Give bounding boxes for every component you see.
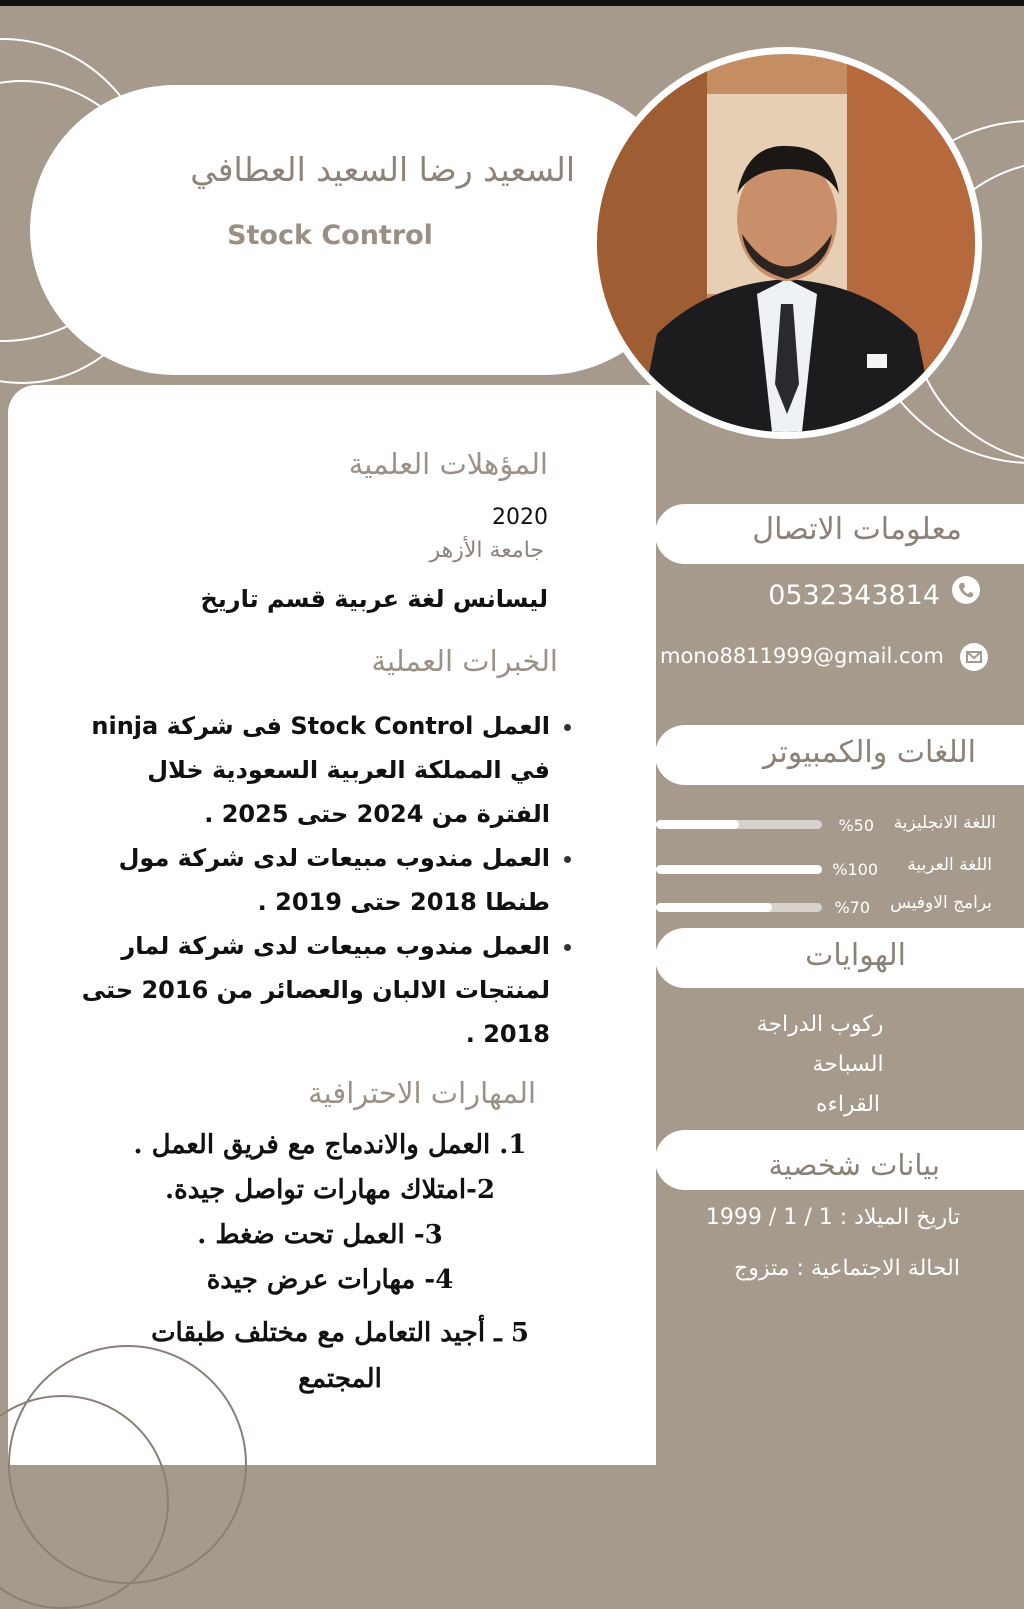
phone-icon [952, 576, 980, 604]
language-bar [656, 820, 822, 829]
language-bar-fill [656, 820, 739, 829]
skill-item: 1. العمل والاندماج مع فريق العمل . [133, 1130, 527, 1160]
hobby-item: السباحة [812, 1052, 884, 1077]
skills-title: المهارات الاحترافية [308, 1076, 536, 1110]
contact-title: معلومات الاتصال [752, 512, 962, 547]
skill-item: 4- مهارات عرض جيدة [206, 1265, 454, 1295]
profile-photo [597, 54, 975, 432]
education-year: 2020 [492, 505, 548, 530]
language-value: %100 [832, 860, 878, 879]
birth-date: تاريخ الميلاد : 1 / 1 / 1999 [705, 1205, 960, 1230]
skill-item: 2-امتلاك مهارات تواصل جيدة. [165, 1175, 495, 1205]
full-name: السعيد رضا السعيد العطافي [190, 150, 575, 189]
skill-item: 5 ـ أجيد التعامل مع مختلف طبقات المجتمع [151, 1318, 529, 1394]
education-degree: ليسانس لغة عربية قسم تاريخ [200, 585, 548, 613]
experience-item: • العمل مندوب مبيعات لدى شركة مول طنطا 2018 حتى 2019 . [80, 836, 550, 924]
skill-item: 3- العمل تحت ضغط . [197, 1220, 443, 1250]
language-bar-fill [656, 865, 822, 874]
language-value: %50 [838, 816, 874, 835]
language-value: %70 [834, 898, 870, 917]
job-title: Stock Control [227, 220, 433, 251]
education-title: المؤهلات العلمية [348, 447, 548, 481]
top-border [0, 0, 1024, 6]
hobbies-title: الهوايات [805, 938, 906, 973]
hobby-item: ركوب الدراجة [756, 1012, 884, 1037]
experience-list [80, 704, 570, 1056]
language-bar-fill [656, 903, 772, 912]
hobby-item: القراءه [815, 1092, 881, 1117]
marital-status: الحالة الاجتماعية : متزوج [734, 1256, 960, 1281]
personal-title: بيانات شخصية [768, 1148, 940, 1182]
language-bar [656, 903, 822, 912]
language-label: اللغة العربية [907, 855, 992, 875]
phone-number[interactable]: 0532343814 [768, 580, 940, 611]
language-label: برامج الاوفيس [890, 893, 992, 913]
experience-title: الخبرات العملية [371, 644, 558, 678]
email-icon [960, 643, 988, 671]
language-label: اللغة الانجليزية [893, 813, 996, 833]
experience-item: • العمل مندوب مبيعات لدى شركة لمار لمنتجات الالبان والعصائر من 2016 حتى 2018 . [80, 924, 550, 1056]
languages-title: اللغات والكمبيوتر [762, 735, 976, 770]
experience-item: • العمل Stock Control فى شركة ninja في المملكة العربية السعودية خلال الفترة من 2024 حتى 2025 . [80, 704, 550, 836]
education-university: جامعة الأزهر [429, 538, 544, 563]
email-address[interactable]: mono8811999@gmail.com [660, 644, 944, 668]
profile-portrait [597, 54, 975, 432]
language-bar [656, 865, 822, 874]
